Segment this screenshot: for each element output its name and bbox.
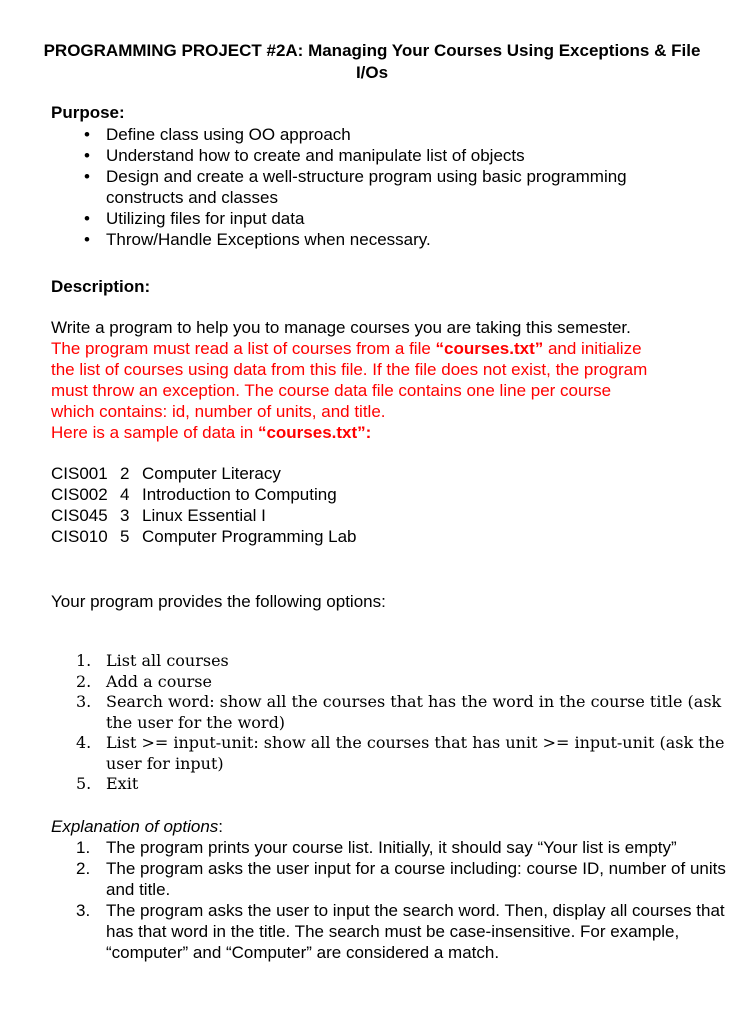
list-number: 2. (76, 859, 91, 878)
description-red-line-5 (51, 422, 371, 443)
course-units: 5 (120, 527, 130, 546)
explanation-list (76, 837, 726, 963)
list-item: • Design and create a well-structure program using basic programming constructs and classes (84, 166, 706, 208)
list-item (76, 900, 726, 963)
description-red-line-4: which contains: id, number of units, and title. (51, 402, 386, 421)
list-number: 1. (76, 651, 92, 670)
explanation-heading (51, 816, 223, 837)
course-title: Linux Essential I (142, 506, 266, 525)
list-item: • Throw/Handle Exceptions when necessary. (84, 229, 706, 250)
red-text: Here is a sample of data in (51, 423, 258, 442)
course-id: CIS001 (51, 464, 108, 483)
course-sample-table (51, 463, 356, 547)
list-number: 1. (76, 838, 91, 857)
list-item: • Define class using OO approach (84, 124, 706, 145)
red-text: The program must read a list of courses from a file (51, 339, 436, 358)
explanation-heading-text: Explanation of options (51, 817, 219, 836)
course-units: 2 (120, 464, 130, 483)
course-title: Computer Literacy (142, 464, 281, 483)
description-red-line-2: the list of courses using data from this file. If the file does not exist, the program (51, 360, 648, 379)
course-id: CIS010 (51, 527, 108, 546)
red-text: and initialize (543, 339, 642, 358)
course-title: Introduction to Computing (142, 485, 337, 504)
list-item (76, 672, 726, 693)
list-item: • Utilizing files for input data (84, 208, 706, 229)
purpose-heading: Purpose: (51, 103, 125, 122)
list-item (76, 774, 726, 795)
list-text: The program asks the user to input the search word. Then, display all courses that has that word in the title. The search must be case-insensitive. For example, “computer” and “Computer” are considered a match. (106, 901, 725, 962)
course-id: CIS002 (51, 485, 108, 504)
explanation-heading-colon: : (218, 817, 224, 836)
description-red-line-3: must throw an exception. The course data file contains one line per course (51, 381, 612, 400)
menu-options-list (76, 651, 726, 795)
document-title: PROGRAMMING PROJECT #2A: Managing Your Courses Using Exceptions & File I/Os (43, 41, 701, 82)
list-text: Add a course (106, 671, 212, 691)
list-item: • Understand how to create and manipulate list of objects (84, 145, 706, 166)
purpose-list (84, 124, 706, 250)
description-intro: Write a program to help you to manage courses you are taking this semester. (51, 318, 631, 337)
description-heading: Description: (51, 277, 151, 296)
table-row (51, 484, 356, 505)
table-row (51, 505, 356, 526)
list-text: List >= input-unit: show all the courses that has unit >= input-unit (ask the user for input) (106, 733, 725, 773)
list-item (76, 651, 726, 672)
course-units: 4 (120, 485, 130, 504)
list-item (76, 692, 726, 733)
course-units: 3 (120, 506, 130, 525)
description-red-line-1 (51, 338, 642, 359)
course-id: CIS045 (51, 506, 108, 525)
list-item (76, 858, 726, 900)
filename-highlight: “courses.txt” (435, 339, 544, 358)
list-text: List all courses (106, 651, 229, 670)
options-intro: Your program provides the following options: (51, 592, 386, 611)
list-text: The program asks the user input for a course including: course ID, number of units and title. (106, 859, 726, 899)
course-title: Computer Programming Lab (142, 527, 357, 546)
list-number: 3. (76, 901, 91, 920)
list-text: Search word: show all the courses that has the word in the course title (ask the user for the word) (106, 692, 722, 732)
list-number: 5. (76, 774, 92, 793)
list-text: Exit (106, 774, 139, 793)
list-number: 3. (76, 692, 92, 711)
table-row (51, 526, 356, 547)
list-text: The program prints your course list. Initially, it should say “Your list is empty” (106, 838, 677, 857)
table-row (51, 463, 356, 484)
list-item (76, 837, 726, 858)
list-item (76, 733, 726, 774)
filename-highlight: “courses.txt”: (257, 423, 372, 442)
list-number: 2. (76, 671, 92, 691)
list-number: 4. (76, 733, 92, 752)
